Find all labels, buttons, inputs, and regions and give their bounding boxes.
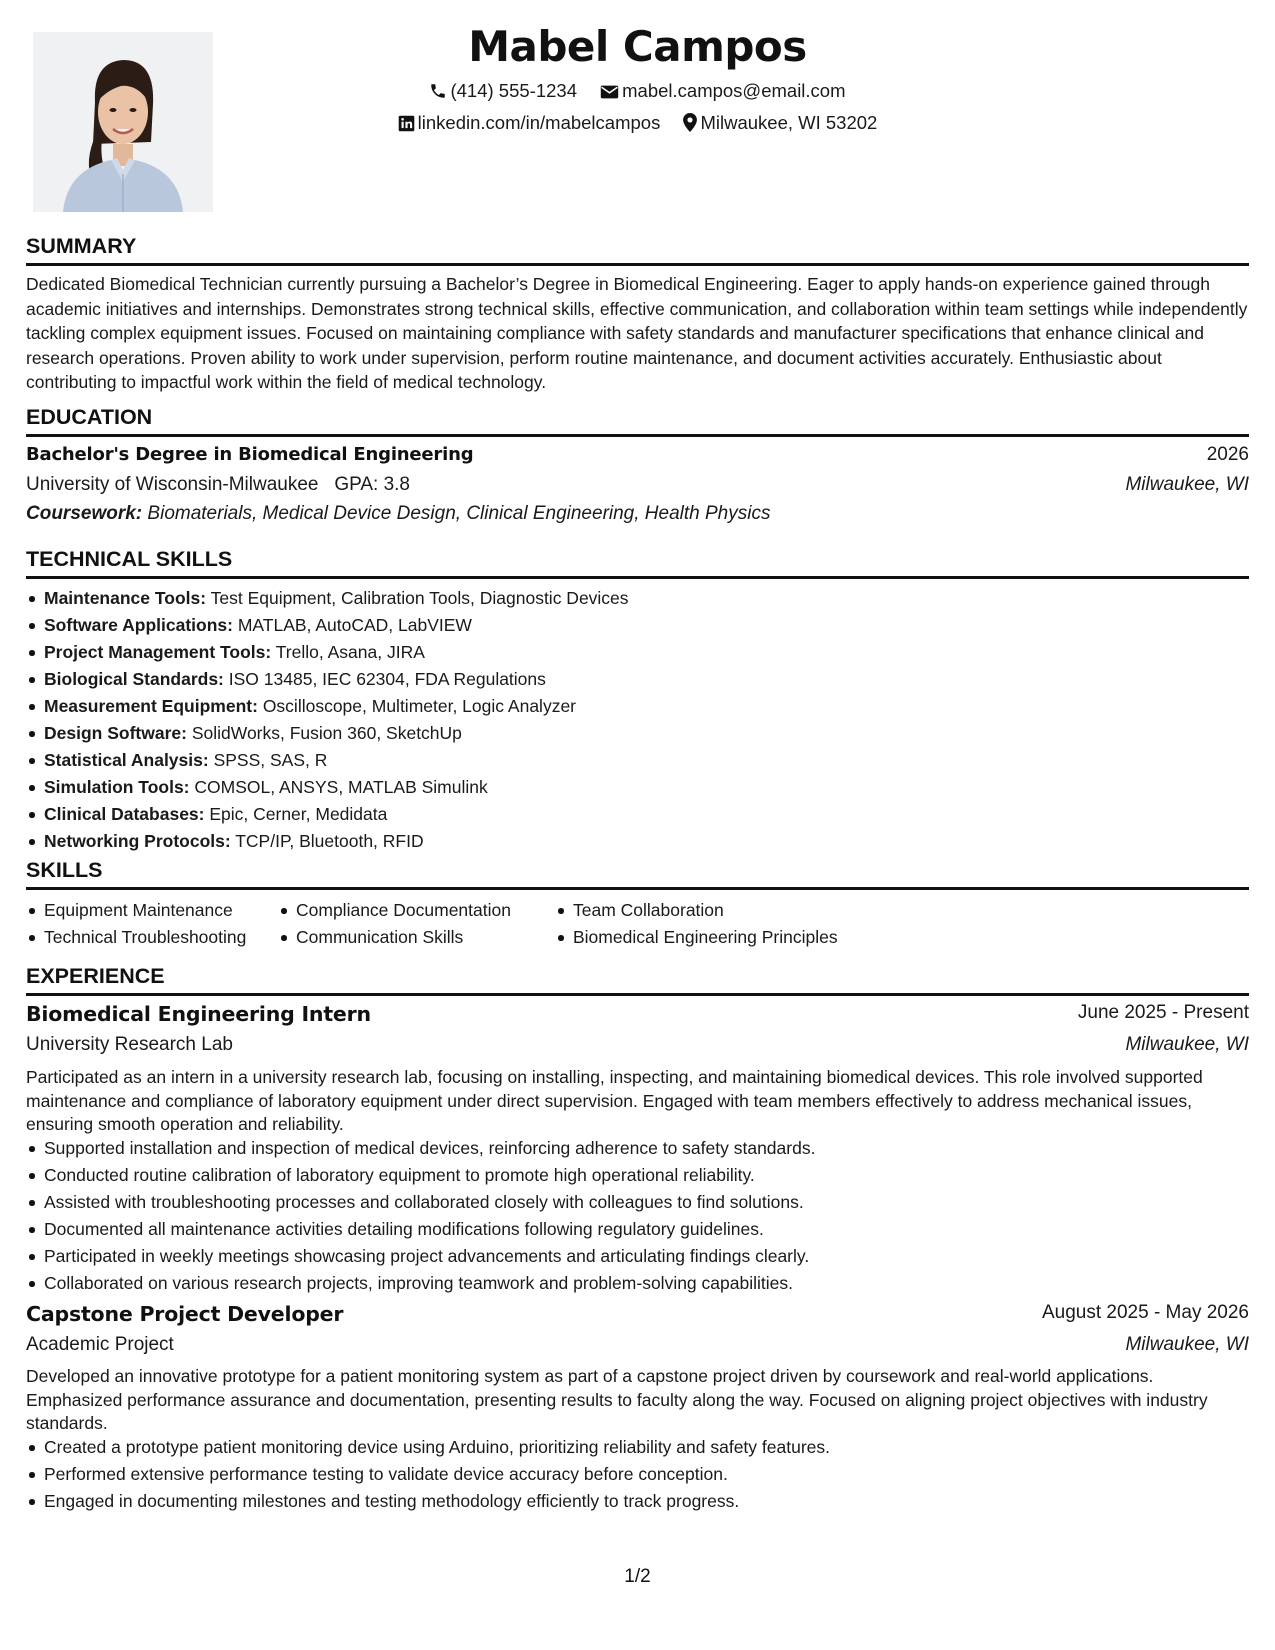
contact-row-secondary: [0, 112, 1275, 137]
skill-category: Project Management Tools:: [44, 642, 272, 662]
skill-category: Design Software:: [44, 723, 187, 743]
skill-values: Trello, Asana, JIRA: [275, 642, 425, 662]
list-item: [26, 721, 629, 748]
school-name: University of Wisconsin-Milwaukee: [26, 474, 319, 495]
coursework-list: Biomaterials, Medical Device Design, Clinical Engineering, Health Physics: [147, 503, 771, 524]
summary-text: Dedicated Biomedical Technician currently pursuing a Bachelor’s Degree in Biomedical Engineering. Eager to apply hands-on experience gained through academic initiatives and internships. Demonstrates strong technical skills, effective communication, and collaboration within team settings while independently tackling complex equipment issues. Focused on maintaining compliance with safety standards and manufacturer specifications that enhance clinical and research operations. Proven ability to work under supervision, perform routine maintenance, and document activities accurately. Enthusiastic about contributing to impactful work within the field of medical technology.: [26, 274, 1248, 392]
map-pin-icon: [683, 113, 697, 137]
experience-divider: [26, 993, 1249, 996]
list-item: Participated in weekly meetings showcasing project advancements and articulating findings clearly.: [26, 1244, 815, 1271]
location-contact: [683, 112, 877, 137]
school-location: Milwaukee, WI: [1125, 474, 1249, 495]
skills-heading: SKILLS: [26, 858, 103, 882]
school-line: [26, 474, 410, 496]
list-item: [26, 613, 629, 640]
skill-values: Epic, Cerner, Medidata: [209, 804, 388, 824]
graduation-year: 2026: [1206, 444, 1249, 465]
list-item: Collaborated on various research projects, improving teamwork and problem-solving capabilities.: [26, 1271, 815, 1298]
skills-column-1: [26, 898, 246, 952]
list-item: Biomedical Engineering Principles: [555, 925, 838, 952]
list-item: Compliance Documentation: [278, 898, 511, 925]
job-2-org-row: [26, 1334, 1249, 1362]
skills-column-3: [555, 898, 838, 952]
experience-heading: EXPERIENCE: [26, 964, 165, 988]
coursework-label: Coursework:: [26, 503, 143, 524]
job-2-bullets: [26, 1435, 830, 1516]
skill-values: ISO 13485, IEC 62304, FDA Regulations: [228, 669, 546, 689]
linkedin-contact[interactable]: [398, 112, 661, 137]
skill-values: COMSOL, ANSYS, MATLAB Simulink: [194, 777, 488, 797]
coursework-line: [26, 503, 770, 525]
job-1-bullets: [26, 1136, 815, 1298]
email-text: mabel.campos@email.com: [622, 80, 846, 101]
list-item: Performed extensive performance testing to validate device accuracy before conception.: [26, 1462, 830, 1489]
linkedin-text: linkedin.com/in/mabelcampos: [417, 112, 661, 133]
skill-values: MATLAB, AutoCAD, LabVIEW: [237, 615, 472, 635]
skill-category: Clinical Databases:: [44, 804, 205, 824]
list-item: [26, 802, 629, 829]
list-item: [26, 694, 629, 721]
list-item: Engaged in documenting milestones and testing methodology efficiently to track progress.: [26, 1489, 830, 1516]
skill-values: SPSS, SAS, R: [213, 750, 328, 770]
phone-icon: [429, 82, 447, 105]
list-item: [26, 748, 629, 775]
job-1-title-row: [26, 1002, 1249, 1030]
skill-values: TCP/IP, Bluetooth, RFID: [235, 831, 424, 851]
skill-values: Oscilloscope, Multimeter, Logic Analyzer: [262, 696, 577, 716]
contact-row-primary: [0, 80, 1275, 105]
gpa: GPA: 3.8: [334, 474, 410, 495]
page-number: 1/2: [624, 1566, 651, 1587]
skill-values: Test Equipment, Calibration Tools, Diagnostic Devices: [210, 588, 629, 608]
job-title: Capstone Project Developer: [26, 1302, 344, 1326]
list-item: Team Collaboration: [555, 898, 838, 925]
education-degree-row: [26, 444, 1249, 472]
coursework-row: [26, 503, 1249, 531]
technical-skills-list: [26, 586, 629, 856]
skill-category: Statistical Analysis:: [44, 750, 209, 770]
job-1-org-row: [26, 1034, 1249, 1062]
envelope-icon: [600, 83, 619, 105]
list-item: [26, 829, 629, 856]
list-item: [26, 775, 629, 802]
degree-title: Bachelor's Degree in Biomedical Engineering: [26, 444, 474, 465]
phone-text: (414) 555-1234: [450, 80, 577, 101]
linkedin-icon: [398, 115, 415, 137]
list-item: Technical Troubleshooting: [26, 925, 246, 952]
list-item: Equipment Maintenance: [26, 898, 246, 925]
education-divider: [26, 434, 1249, 437]
job-2-description: Developed an innovative prototype for a patient monitoring system as part of a capstone project driven by coursework and real-world applications. Emphasized performance assurance and documentation, presenting results to faculty along the way. Focused on aligning project objectives with industry standards.: [26, 1366, 1208, 1433]
list-item: [26, 667, 629, 694]
job-2-title-row: [26, 1302, 1249, 1330]
skill-category: Measurement Equipment:: [44, 696, 258, 716]
job-title: Biomedical Engineering Intern: [26, 1002, 371, 1026]
list-item: Created a prototype patient monitoring device using Arduino, prioritizing reliability and safety features.: [26, 1435, 830, 1462]
job-location: Milwaukee, WI: [1125, 1034, 1249, 1055]
list-item: Supported installation and inspection of medical devices, reinforcing adherence to safety standards.: [26, 1136, 815, 1163]
technical-skills-divider: [26, 576, 1249, 579]
candidate-name: Mabel Campos: [468, 22, 807, 71]
list-item: Communication Skills: [278, 925, 511, 952]
list-item: [26, 586, 629, 613]
job-location: Milwaukee, WI: [1125, 1334, 1249, 1355]
list-item: Documented all maintenance activities detailing modifications following regulatory guidelines.: [26, 1217, 815, 1244]
job-dates: August 2025 - May 2026: [1041, 1302, 1249, 1323]
list-item: Assisted with troubleshooting processes and collaborated closely with colleagues to find solutions.: [26, 1190, 815, 1217]
list-item: [26, 640, 629, 667]
summary-heading: SUMMARY: [26, 234, 137, 258]
skill-category: Simulation Tools:: [44, 777, 190, 797]
job-dates: June 2025 - Present: [1077, 1002, 1249, 1023]
skill-category: Networking Protocols:: [44, 831, 231, 851]
skill-values: SolidWorks, Fusion 360, SketchUp: [191, 723, 462, 743]
email-contact[interactable]: [600, 80, 845, 105]
skills-divider: [26, 887, 1249, 890]
location-text: Milwaukee, WI 53202: [700, 112, 878, 133]
job-organization: University Research Lab: [26, 1034, 233, 1055]
skill-category: Biological Standards:: [44, 669, 224, 689]
technical-skills-heading: TECHNICAL SKILLS: [26, 547, 233, 571]
education-heading: EDUCATION: [26, 405, 153, 429]
summary-divider: [26, 263, 1249, 266]
phone-contact[interactable]: [429, 80, 577, 105]
education-school-row: [26, 474, 1249, 502]
skills-column-2: [278, 898, 511, 952]
job-1-description: Participated as an intern in a university research lab, focusing on installing, inspecting, and maintaining biomedical devices. This role involved supported maintenance and compliance of laboratory equipment under direct supervision. Engaged with team members effectively to address mechanical issues, ensuring smooth operation and reliability.: [26, 1067, 1203, 1134]
job-organization: Academic Project: [26, 1334, 174, 1355]
skill-category: Maintenance Tools:: [44, 588, 207, 608]
skill-category: Software Applications:: [44, 615, 233, 635]
list-item: Conducted routine calibration of laboratory equipment to promote high operational reliability.: [26, 1163, 815, 1190]
